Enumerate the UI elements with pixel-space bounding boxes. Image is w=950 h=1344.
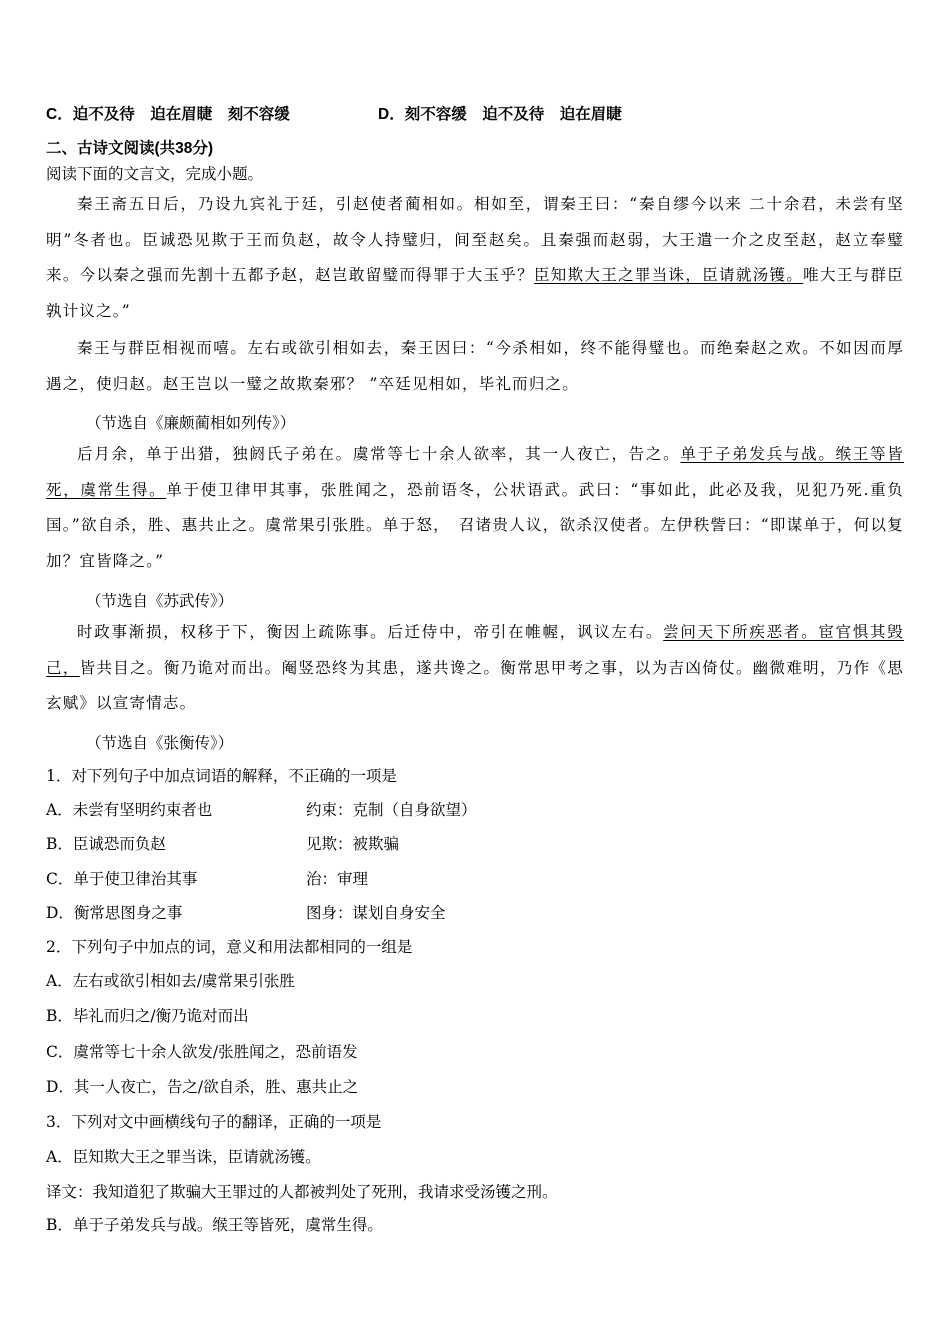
- q1-option-a[interactable]: A．未尝有坚明约束者也 约束：克制（自身欲望）: [46, 801, 477, 819]
- choice-c: C．迫不及待 迫在眉睫 刻不容缓: [46, 106, 290, 123]
- passage2-paragraph: 后月余，单于出猎，独阏氏子弟在。虞常等七十余人欲率，其一人夜亡，告之。单于子弟发兵与战。缑王等皆死，虞常生得。单于使卫律甲其事，张胜闻之，恐前语冬，公状语武。武曰：“事如此，此必及我，见犯乃死.重负国。”欲自杀，胜、惠共止之。虞常果引张胜。单于怒， 召诸贵人议，欲杀汉使者。左伊秩訾曰：“即谋单于，何以复加？宜皆降之。”: [46, 445, 904, 570]
- q1-option-c[interactable]: C．单于使卫律治其事 治：审理: [46, 870, 369, 888]
- q2-option-d[interactable]: D．其一人夜亡，告之/欲自杀，胜、惠共止之: [46, 1078, 359, 1096]
- source-1: （节选自《廉颇蔺相如列传》）: [86, 414, 296, 432]
- underlined-sentence-2: 单于子弟发兵与战。缑王等皆死，虞常生得。: [46, 445, 904, 499]
- q1-stem: 1．对下列句子中加点词语的解释，不正确的一项是: [46, 767, 397, 785]
- q2-option-a[interactable]: A．左右或欲引相如去/虞常果引张胜: [46, 972, 295, 990]
- underlined-sentence-3: 尝问天下所疾恶者。宦官惧其毁己，: [46, 623, 904, 677]
- section-title: 二、古诗文阅读(共38分): [46, 140, 214, 157]
- q3-option-a-translation: 译文：我知道犯了欺骗大王罪过的人都被判处了死刑，我请求受汤镬之刑。: [46, 1183, 558, 1201]
- q1-option-d[interactable]: D．衡常思图身之事 图身：谋划自身安全: [46, 904, 446, 922]
- underlined-sentence-1: 臣知欺大王之罪当诛，臣请就汤镬。: [533, 266, 804, 284]
- instruction: 阅读下面的文言文，完成小题。: [46, 165, 264, 183]
- q2-option-b[interactable]: B．毕礼而归之/衡乃诡对而出: [46, 1007, 249, 1025]
- q3-option-b[interactable]: B．单于子弟发兵与战。缑王等皆死，虞常生得。: [46, 1216, 383, 1234]
- source-3: （节选自《张衡传》）: [86, 734, 234, 752]
- q3-option-a[interactable]: A．臣知欺大王之罪当诛，臣请就汤镬。: [46, 1148, 321, 1166]
- passage1-paragraph1: 秦王斋五日后，乃设九宾礼于廷，引赵使者蔺相如。相如至，谓秦王曰：“秦自缪今以来 二十余君，未尝有坚明”冬者也。臣诚恐见欺于王而负赵，故令人持璧归，间至赵矣。且秦强而赵弱，大王遣一介之皮至赵，赵立奉璧来。今以秦之强而先割十五都予赵，赵岂敢留璧而得罪于大玉乎？臣知欺大王之罪当诛，臣请就汤镬。唯大王与群臣孰计议之。”: [46, 195, 905, 320]
- q2-option-c[interactable]: C．虞常等七十余人欲发/张胜闻之，恐前语发: [46, 1043, 358, 1061]
- passage3-paragraph: 时政事渐损，权移于下，衡因上疏陈事。后迁侍中，帝引在帷幄，讽议左右。尝问天下所疾恶者。宦官惧其毁己，皆共目之。衡乃诡对而出。阉竖恐终为其患，遂共谗之。衡常思甲考之事，以为吉凶倚仗。幽微难明，乃作《思玄赋》以宣寄情志。: [46, 623, 904, 712]
- q1-option-b[interactable]: B．臣诚恐而负赵 见欺：被欺骗: [46, 835, 400, 853]
- choice-d: D．刻不容缓 迫不及待 迫在眉睫: [378, 106, 622, 123]
- q3-stem: 3．下列对文中画横线句子的翻译，正确的一项是: [46, 1113, 382, 1131]
- q2-stem: 2．下列句子中加点的词，意义和用法都相同的一组是: [46, 938, 413, 956]
- source-2: （节选自《苏武传》）: [86, 592, 234, 610]
- passage1-paragraph2: 秦王与群臣相视而嘻。左右或欲引相如去，秦王因曰：“今杀相如，终不能得璧也。而绝秦赵之欢。不如因而厚遇之，使归赵。赵王岂以一璧之故欺秦邪？ ”卒廷见相如，毕礼而归之。: [46, 339, 904, 393]
